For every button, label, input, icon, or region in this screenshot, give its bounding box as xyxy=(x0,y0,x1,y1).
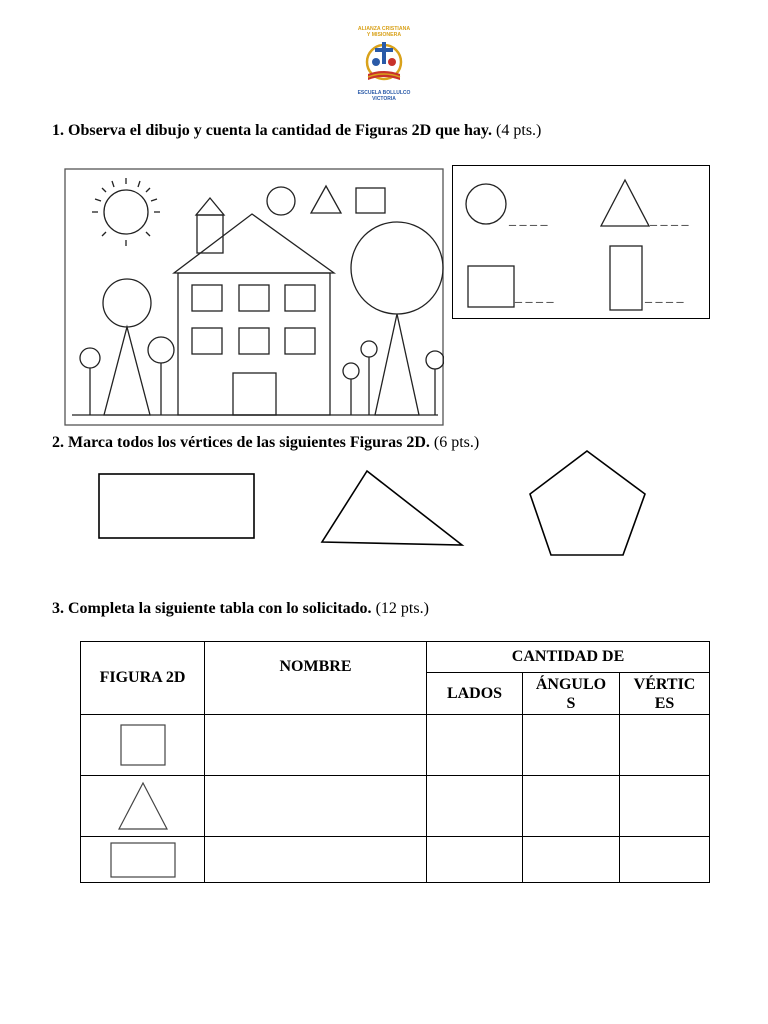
header-nombre: NOMBRE xyxy=(205,642,427,715)
question-3-points: (12 pts.) xyxy=(375,600,429,617)
drawing-frame xyxy=(65,169,443,425)
small-circle-icon xyxy=(267,187,295,215)
legend-square-icon xyxy=(468,266,514,307)
legend-blank-rectangle: _ _ _ _ xyxy=(645,290,684,305)
vertex-rectangle-icon xyxy=(99,474,254,538)
row-1-shape-cell xyxy=(81,715,205,776)
logo-text-line2: Y MISIONERA xyxy=(366,32,402,38)
table-row xyxy=(81,837,710,883)
school-logo xyxy=(352,22,416,106)
row-2-lados-input[interactable] xyxy=(427,776,523,837)
row-2-shape-cell xyxy=(81,776,205,837)
row-3-angulos-input[interactable] xyxy=(523,837,620,883)
sun-icon xyxy=(92,178,160,246)
small-square-icon xyxy=(356,188,385,213)
question-1 xyxy=(52,122,541,140)
vertex-pentagon-icon xyxy=(530,451,645,555)
row-3-vertices-input[interactable] xyxy=(620,837,710,883)
question-1-points: (4 pts.) xyxy=(496,122,542,139)
logo-text-line3: ESCUELA BOLLULCO xyxy=(357,90,411,96)
vertices-shapes xyxy=(90,445,660,565)
header-lados: LADOS xyxy=(427,673,523,715)
tree-right-icon xyxy=(351,222,443,415)
question-3 xyxy=(52,600,429,618)
header-vertices: VÉRTIC ES xyxy=(620,673,710,715)
row-1-lados-input[interactable] xyxy=(427,715,523,776)
row-2-nombre-input[interactable] xyxy=(205,776,427,837)
logo-figure-right-icon xyxy=(388,58,396,66)
row-3-nombre-input[interactable] xyxy=(205,837,427,883)
row-1-vertices-input[interactable] xyxy=(620,715,710,776)
question-2-text: Marca todos los vértices de las siguientes Figuras 2D. xyxy=(68,434,430,451)
row-3-shape-cell xyxy=(81,837,205,883)
vertex-triangle-icon xyxy=(322,471,462,545)
question-1-number: 1. xyxy=(52,122,64,139)
logo-figure-left-icon xyxy=(372,58,380,66)
row-3-lados-input[interactable] xyxy=(427,837,523,883)
legend-blank-square: _ _ _ _ xyxy=(515,290,554,305)
legend-rectangle-icon xyxy=(610,246,642,310)
question-3-text: Completa la siguiente tabla con lo solicitado. xyxy=(68,600,372,617)
legend-blank-triangle: _ _ _ _ xyxy=(650,213,689,228)
door-icon xyxy=(233,373,276,415)
legend-triangle-icon xyxy=(601,180,649,226)
house-icon xyxy=(174,214,334,415)
logo-cross-icon xyxy=(382,42,386,64)
question-3-number: 3. xyxy=(52,600,64,617)
row-2-angulos-input[interactable] xyxy=(523,776,620,837)
row-1-nombre-input[interactable] xyxy=(205,715,427,776)
header-cantidad-de: CANTIDAD DE xyxy=(427,642,710,673)
question-2-number: 2. xyxy=(52,434,64,451)
table-row xyxy=(81,715,710,776)
tower-icon xyxy=(196,198,224,253)
row-1-angulos-input[interactable] xyxy=(523,715,620,776)
tree-small-right-icon xyxy=(343,341,444,415)
house-drawing xyxy=(64,168,444,426)
table-row xyxy=(81,776,710,837)
row-2-vertices-input[interactable] xyxy=(620,776,710,837)
logo-text-line1: ALIANZA CRISTIANA xyxy=(357,26,411,32)
logo-text-line4: VICTORIA xyxy=(372,96,396,102)
legend-blank-circle: _ _ _ _ xyxy=(509,213,548,228)
small-triangle-icon xyxy=(311,186,341,213)
question-2-points: (6 pts.) xyxy=(433,434,480,451)
header-figura-2d: FIGURA 2D xyxy=(81,642,205,715)
tree-small-center-icon xyxy=(148,337,174,415)
rectangle-icon xyxy=(111,843,175,877)
triangle-icon xyxy=(119,783,167,829)
header-angulos: ÁNGULO S xyxy=(523,673,620,715)
tree-left-icon xyxy=(103,279,151,415)
shape-legend-box xyxy=(452,165,710,319)
legend-circle-icon xyxy=(466,184,506,224)
question-1-text: Observa el dibujo y cuenta la cantidad de Figuras 2D que hay. xyxy=(68,122,493,139)
tree-small-left-icon xyxy=(80,348,100,415)
square-icon xyxy=(121,725,165,765)
figures-table xyxy=(80,641,710,883)
